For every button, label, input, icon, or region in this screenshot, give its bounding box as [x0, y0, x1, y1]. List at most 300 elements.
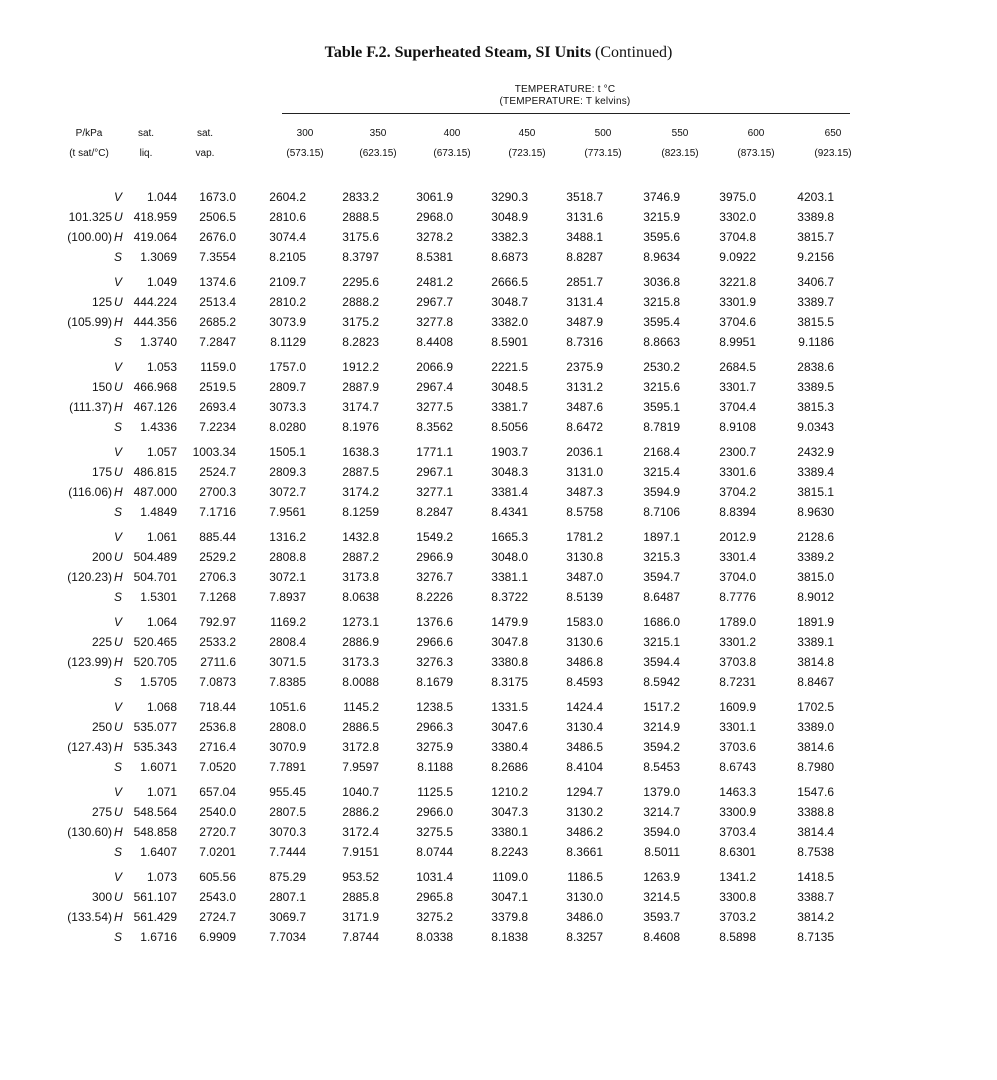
- header-rule: [282, 113, 850, 114]
- column-header-sub: (923.15): [814, 148, 852, 159]
- table-cell: 3131.2: [566, 380, 603, 394]
- property-symbol: H: [114, 400, 123, 414]
- table-cell: 2168.4: [643, 445, 680, 459]
- table-cell: 8.5011: [644, 845, 680, 859]
- property-symbol: U: [114, 380, 123, 394]
- table-cell: 1673.0: [199, 190, 236, 204]
- table-cell: 3302.0: [719, 210, 756, 224]
- tsat-label: (120.23): [67, 570, 112, 584]
- table-cell: 3389.1: [797, 635, 834, 649]
- table-cell: 2716.4: [199, 740, 236, 754]
- table-cell: 2536.8: [199, 720, 236, 734]
- table-row: [0, 587, 997, 607]
- table-cell: 6.9909: [199, 930, 236, 944]
- table-cell: 3593.7: [643, 910, 680, 924]
- table-cell: 3595.1: [643, 400, 680, 414]
- table-cell: 2711.6: [200, 655, 236, 669]
- tsat-label: (111.37): [69, 400, 112, 414]
- tsat-label: (100.00): [67, 230, 112, 244]
- table-cell: 466.968: [133, 380, 177, 394]
- table-cell: 7.8744: [342, 930, 379, 944]
- table-cell: 8.7316: [566, 335, 603, 349]
- property-symbol: U: [114, 210, 123, 224]
- property-symbol: H: [114, 230, 123, 244]
- table-cell: 3215.3: [643, 550, 680, 564]
- property-symbol: V: [114, 275, 123, 289]
- temperature-heading-line1: TEMPERATURE: t °C: [514, 84, 616, 95]
- pressure-block: [0, 272, 997, 352]
- table-cell: 1771.1: [416, 445, 453, 459]
- table-cell: 8.4104: [566, 760, 603, 774]
- table-cell: 2128.6: [797, 530, 834, 544]
- table-cell: 8.7819: [643, 420, 680, 434]
- table-cell: 3048.5: [491, 380, 528, 394]
- table-cell: 3594.9: [643, 485, 680, 499]
- table-cell: 3746.9: [643, 190, 680, 204]
- table-cell: 8.1976: [342, 420, 379, 434]
- table-cell: 3975.0: [719, 190, 756, 204]
- table-cell: 3704.4: [719, 400, 756, 414]
- table-cell: 2807.5: [269, 805, 306, 819]
- table-cell: 1549.2: [416, 530, 453, 544]
- column-header-7: [648, 124, 712, 164]
- table-cell: 2524.7: [199, 465, 236, 479]
- table-cell: 3300.8: [719, 890, 756, 904]
- table-cell: 8.2243: [491, 845, 528, 859]
- table-cell: 3174.7: [342, 400, 379, 414]
- table-cell: 535.343: [133, 740, 177, 754]
- table-row: [0, 482, 997, 502]
- table-cell: 3048.0: [491, 550, 528, 564]
- table-cell: 2965.8: [416, 890, 453, 904]
- table-cell: 8.7106: [643, 505, 680, 519]
- table-cell: 3275.9: [416, 740, 453, 754]
- table-cell: 2887.5: [342, 465, 379, 479]
- table-cell: 7.7034: [269, 930, 306, 944]
- table-cell: 3301.6: [719, 465, 756, 479]
- table-cell: 3704.6: [719, 315, 756, 329]
- table-row: [0, 247, 997, 267]
- table-cell: 1031.4: [416, 870, 453, 884]
- table-cell: 1341.2: [719, 870, 756, 884]
- column-header-label: 300: [296, 128, 314, 139]
- table-row: [0, 612, 997, 632]
- table-cell: 3047.3: [491, 805, 528, 819]
- table-cell: 1294.7: [566, 785, 603, 799]
- table-cell: 3215.9: [643, 210, 680, 224]
- table-cell: 7.2847: [199, 335, 236, 349]
- table-cell: 2481.2: [416, 275, 453, 289]
- pressure-block: [0, 612, 997, 692]
- table-cell: 3486.5: [566, 740, 603, 754]
- temperature-heading-line2: (TEMPERATURE: T kelvins): [499, 96, 631, 107]
- table-cell: 3389.2: [797, 550, 834, 564]
- table-cell: 1.4849: [140, 505, 177, 519]
- table-cell: 1051.6: [269, 700, 306, 714]
- table-cell: 2666.5: [491, 275, 528, 289]
- table-cell: 8.5381: [416, 250, 453, 264]
- table-cell: 1789.0: [719, 615, 756, 629]
- table-cell: 8.0280: [269, 420, 306, 434]
- table-cell: 1.073: [146, 870, 177, 884]
- table-cell: 9.2156: [797, 250, 834, 264]
- property-symbol: V: [114, 190, 123, 204]
- table-cell: 1109.0: [492, 870, 528, 884]
- table-cell: 3704.8: [719, 230, 756, 244]
- table-row: [0, 757, 997, 777]
- table-cell: 3300.9: [719, 805, 756, 819]
- table-cell: 8.6873: [491, 250, 528, 264]
- table-cell: 3130.4: [566, 720, 603, 734]
- table-cell: 504.701: [133, 570, 177, 584]
- table-cell: 3070.3: [269, 825, 306, 839]
- table-cell: 3301.1: [719, 720, 756, 734]
- column-header-sub: liq.: [139, 148, 153, 159]
- property-symbol: V: [114, 870, 123, 884]
- table-cell: 2540.0: [199, 805, 236, 819]
- table-cell: 520.705: [133, 655, 177, 669]
- table-cell: 9.0922: [719, 250, 756, 264]
- property-symbol: S: [114, 590, 123, 604]
- table-cell: 8.7231: [719, 675, 756, 689]
- property-symbol: H: [114, 485, 123, 499]
- table-cell: 8.4593: [566, 675, 603, 689]
- table-cell: 1505.1: [269, 445, 306, 459]
- property-symbol: S: [114, 250, 123, 264]
- table-cell: 3486.2: [566, 825, 603, 839]
- table-cell: 1.6407: [140, 845, 177, 859]
- table-cell: 2684.5: [719, 360, 756, 374]
- pressure-block: [0, 357, 997, 437]
- table-cell: 3070.9: [269, 740, 306, 754]
- table-cell: 2221.5: [491, 360, 528, 374]
- table-cell: 3380.8: [491, 655, 528, 669]
- table-cell: 1.5301: [140, 590, 177, 604]
- table-cell: 3074.4: [269, 230, 306, 244]
- table-cell: 2066.9: [416, 360, 453, 374]
- column-header-label: sat.: [137, 128, 155, 139]
- table-row: [0, 737, 997, 757]
- table-cell: 8.4408: [416, 335, 453, 349]
- pressure-block: [0, 187, 997, 267]
- table-cell: 7.0520: [199, 760, 236, 774]
- table-cell: 7.0201: [199, 845, 236, 859]
- table-cell: 2506.5: [199, 210, 236, 224]
- table-cell: 2432.9: [797, 445, 834, 459]
- table-cell: 9.0343: [797, 420, 834, 434]
- table-cell: 3389.7: [797, 295, 834, 309]
- table-cell: 1479.9: [491, 615, 528, 629]
- table-cell: 2885.8: [342, 890, 379, 904]
- property-symbol: V: [114, 700, 123, 714]
- table-cell: 1.4336: [140, 420, 177, 434]
- table-cell: 8.3722: [491, 590, 528, 604]
- table-cell: 8.0744: [416, 845, 453, 859]
- table-cell: 3215.4: [643, 465, 680, 479]
- table-row: [0, 652, 997, 672]
- table-cell: 8.9634: [643, 250, 680, 264]
- table-cell: 1.057: [146, 445, 177, 459]
- table-cell: 2109.7: [269, 275, 306, 289]
- table-cell: 2530.2: [643, 360, 680, 374]
- table-cell: 718.44: [199, 700, 236, 714]
- pressure-label: 101.325: [68, 210, 112, 224]
- table-cell: 3379.8: [491, 910, 528, 924]
- table-cell: 3175.2: [342, 315, 379, 329]
- table-cell: 1376.6: [416, 615, 453, 629]
- table-cell: 8.8394: [719, 505, 756, 519]
- column-header-sub: vap.: [195, 148, 215, 159]
- table-cell: 3061.9: [416, 190, 453, 204]
- table-cell: 8.0088: [342, 675, 379, 689]
- column-header-8: [724, 124, 788, 164]
- table-cell: 3381.1: [491, 570, 528, 584]
- table-row: [0, 782, 997, 802]
- table-cell: 3487.0: [566, 570, 603, 584]
- column-header-4: [420, 124, 484, 164]
- table-cell: 1210.2: [491, 785, 528, 799]
- table-cell: 8.2823: [342, 335, 379, 349]
- table-cell: 1897.1: [643, 530, 680, 544]
- table-title: [0, 44, 997, 62]
- tsat-label: (133.54): [67, 910, 112, 924]
- table-cell: 3215.6: [643, 380, 680, 394]
- table-cell: 3518.7: [566, 190, 603, 204]
- table-cell: 3130.8: [566, 550, 603, 564]
- table-cell: 8.6487: [643, 590, 680, 604]
- table-row: [0, 567, 997, 587]
- table-cell: 3301.2: [719, 635, 756, 649]
- pressure-block: [0, 697, 997, 777]
- property-symbol: H: [114, 910, 123, 924]
- table-cell: 3388.7: [797, 890, 834, 904]
- table-cell: 2809.3: [269, 465, 306, 479]
- table-cell: 2513.4: [199, 295, 236, 309]
- table-cell: 3703.8: [719, 655, 756, 669]
- table-cell: 3814.4: [797, 825, 834, 839]
- property-symbol: H: [114, 570, 123, 584]
- table-cell: 3130.0: [566, 890, 603, 904]
- table-row: [0, 417, 997, 437]
- pressure-label: 150: [91, 380, 112, 394]
- table-row: [0, 187, 997, 207]
- pressure-label: 225: [91, 635, 112, 649]
- table-cell: 2700.3: [199, 485, 236, 499]
- column-header-sub: (773.15): [584, 148, 622, 159]
- table-cell: 2533.2: [199, 635, 236, 649]
- table-cell: 2967.4: [416, 380, 453, 394]
- table-cell: 8.5942: [643, 675, 680, 689]
- table-cell: 1374.6: [199, 275, 236, 289]
- table-cell: 1.5705: [140, 675, 177, 689]
- table-row: [0, 292, 997, 312]
- table-cell: 7.8937: [269, 590, 306, 604]
- table-cell: 2967.7: [416, 295, 453, 309]
- table-cell: 3704.2: [719, 485, 756, 499]
- table-cell: 3048.9: [491, 210, 528, 224]
- property-symbol: U: [114, 805, 123, 819]
- column-header-label: 600: [747, 128, 765, 139]
- table-cell: 3703.2: [719, 910, 756, 924]
- table-row: [0, 312, 997, 332]
- table-cell: 8.1259: [342, 505, 379, 519]
- table-cell: 1238.5: [416, 700, 453, 714]
- table-cell: 8.9012: [797, 590, 834, 604]
- table-cell: 504.489: [133, 550, 177, 564]
- property-symbol: S: [114, 420, 123, 434]
- table-cell: 3595.4: [643, 315, 680, 329]
- table-cell: 2012.9: [719, 530, 756, 544]
- table-cell: 1757.0: [269, 360, 306, 374]
- table-cell: 8.5898: [719, 930, 756, 944]
- table-row: [0, 907, 997, 927]
- table-cell: 3487.6: [566, 400, 603, 414]
- table-cell: 2966.0: [416, 805, 453, 819]
- property-symbol: U: [114, 635, 123, 649]
- table-cell: 7.1268: [199, 590, 236, 604]
- table-cell: 1.068: [146, 700, 177, 714]
- table-cell: 2886.2: [342, 805, 379, 819]
- property-symbol: S: [114, 505, 123, 519]
- property-symbol: V: [114, 785, 123, 799]
- table-cell: 2966.9: [416, 550, 453, 564]
- table-cell: 8.6743: [719, 760, 756, 774]
- table-cell: 1418.5: [797, 870, 834, 884]
- table-cell: 3277.1: [416, 485, 453, 499]
- table-cell: 7.0873: [199, 675, 236, 689]
- table-cell: 2529.2: [199, 550, 236, 564]
- table-cell: 419.064: [133, 230, 177, 244]
- table-cell: 2886.5: [342, 720, 379, 734]
- table-cell: 8.8663: [643, 335, 680, 349]
- table-cell: 3594.2: [643, 740, 680, 754]
- table-cell: 2808.8: [269, 550, 306, 564]
- table-cell: 1.044: [146, 190, 177, 204]
- table-cell: 3277.8: [416, 315, 453, 329]
- table-cell: 9.1186: [798, 335, 834, 349]
- column-header-label: 350: [369, 128, 387, 139]
- table-cell: 3036.8: [643, 275, 680, 289]
- table-cell: 4203.1: [797, 190, 834, 204]
- table-cell: 3389.0: [797, 720, 834, 734]
- column-header-3: [346, 124, 410, 164]
- table-cell: 3072.1: [269, 570, 306, 584]
- table-cell: 1583.0: [566, 615, 603, 629]
- table-row: [0, 397, 997, 417]
- table-cell: 3815.3: [797, 400, 834, 414]
- table-cell: 3382.3: [491, 230, 528, 244]
- column-header-label: 500: [594, 128, 612, 139]
- table-cell: 3814.2: [797, 910, 834, 924]
- table-cell: 561.107: [133, 890, 177, 904]
- table-cell: 605.56: [199, 870, 236, 884]
- table-cell: 3047.1: [491, 890, 528, 904]
- table-cell: 3815.5: [797, 315, 834, 329]
- table-cell: 3278.2: [416, 230, 453, 244]
- table-cell: 3214.9: [643, 720, 680, 734]
- property-symbol: S: [114, 930, 123, 944]
- table-cell: 3389.5: [797, 380, 834, 394]
- column-header-label: 650: [824, 128, 842, 139]
- column-header-label: 550: [671, 128, 689, 139]
- table-title-suffix: (Continued): [595, 44, 673, 61]
- table-cell: 8.3257: [566, 930, 603, 944]
- table-cell: 1.6071: [140, 760, 177, 774]
- table-cell: 3594.4: [643, 655, 680, 669]
- table-cell: 2036.1: [566, 445, 603, 459]
- table-cell: 1702.5: [797, 700, 834, 714]
- table-cell: 1331.5: [491, 700, 528, 714]
- table-row: [0, 272, 997, 292]
- table-cell: 792.97: [199, 615, 236, 629]
- property-symbol: H: [114, 655, 123, 669]
- property-symbol: V: [114, 530, 123, 544]
- table-cell: 3073.3: [269, 400, 306, 414]
- table-cell: 3814.8: [797, 655, 834, 669]
- table-cell: 548.858: [133, 825, 177, 839]
- table-cell: 8.9108: [719, 420, 756, 434]
- table-cell: 3214.7: [643, 805, 680, 819]
- table-cell: 2966.3: [416, 720, 453, 734]
- table-cell: 3131.6: [566, 210, 603, 224]
- table-cell: 3380.1: [491, 825, 528, 839]
- property-symbol: U: [114, 550, 123, 564]
- table-cell: 1.053: [146, 360, 177, 374]
- table-cell: 3172.4: [342, 825, 379, 839]
- column-header-2: [273, 124, 337, 164]
- table-cell: 3815.7: [797, 230, 834, 244]
- table-cell: 1903.7: [491, 445, 528, 459]
- table-cell: 1379.0: [643, 785, 680, 799]
- table-row: [0, 442, 997, 462]
- table-cell: 7.7444: [269, 845, 306, 859]
- table-cell: 1316.2: [269, 530, 306, 544]
- column-header-sub: (673.15): [433, 148, 471, 159]
- table-cell: 3381.4: [491, 485, 528, 499]
- table-cell: 444.356: [133, 315, 177, 329]
- table-cell: 3047.8: [491, 635, 528, 649]
- table-cell: 3487.3: [566, 485, 603, 499]
- column-header-label: 400: [443, 128, 461, 139]
- table-cell: 1.049: [146, 275, 177, 289]
- table-cell: 8.7980: [797, 760, 834, 774]
- table-cell: 1.3069: [140, 250, 177, 264]
- table-title-bold: Table F.2. Superheated Steam, SI Units: [324, 44, 592, 61]
- table-cell: 8.2226: [416, 590, 453, 604]
- table-cell: 3215.8: [643, 295, 680, 309]
- table-cell: 1125.5: [417, 785, 453, 799]
- column-header-sub: (873.15): [737, 148, 775, 159]
- tsat-label: (127.43): [67, 740, 112, 754]
- table-cell: 2887.9: [342, 380, 379, 394]
- property-symbol: U: [114, 465, 123, 479]
- table-cell: 1273.1: [342, 615, 379, 629]
- table-cell: 2543.0: [199, 890, 236, 904]
- table-cell: 3069.7: [269, 910, 306, 924]
- table-cell: 3048.3: [491, 465, 528, 479]
- table-cell: 8.5453: [643, 760, 680, 774]
- table-cell: 3486.0: [566, 910, 603, 924]
- table-row: [0, 502, 997, 522]
- table-cell: 3814.6: [797, 740, 834, 754]
- table-cell: 3215.1: [643, 635, 680, 649]
- table-cell: 8.8287: [566, 250, 603, 264]
- column-header-9: [801, 124, 865, 164]
- table-row: [0, 697, 997, 717]
- column-header-sub: (823.15): [661, 148, 699, 159]
- pressure-label: 200: [91, 550, 112, 564]
- tsat-label: (130.60): [67, 825, 112, 839]
